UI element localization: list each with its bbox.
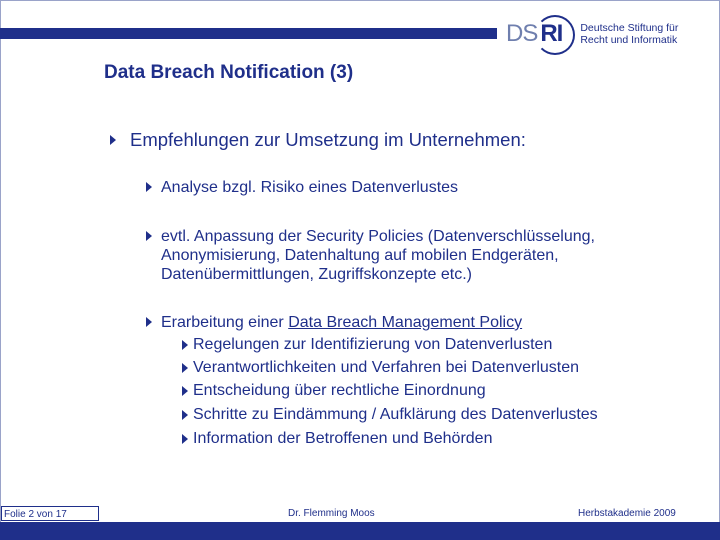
sub-bullet-text [161, 313, 522, 332]
sub-sub-bullet [182, 336, 552, 354]
sub-sub-bullet-text: Information der Betroffenen und Behörden [193, 430, 493, 447]
logo-ri: RI [537, 20, 566, 48]
main-bullet [110, 129, 526, 151]
bullet-arrow-icon [110, 135, 116, 145]
bullet-arrow-icon [146, 231, 152, 241]
footer-event: Herbstakademie 2009 [578, 508, 676, 519]
logo-line-1: Deutsche Stiftung für [580, 22, 679, 34]
sub-bullet [146, 227, 666, 284]
header-bar [0, 28, 497, 39]
logo-mark [506, 20, 566, 48]
logo-text [580, 22, 678, 46]
bullet-arrow-icon [146, 317, 152, 327]
sub-sub-bullet [182, 359, 579, 377]
slide-title: Data Breach Notification (3) [104, 62, 354, 83]
sub-bullet [146, 178, 458, 197]
bullet-arrow-icon [182, 410, 188, 420]
sub-sub-bullet-text: Regelungen zur Identifizierung von Datenverlusten [193, 336, 553, 353]
policy-link[interactable]: Data Breach Management Policy [288, 314, 523, 331]
sub-sub-bullet-text: Schritte zu Eindämmung / Aufklärung des Datenverlustes [193, 406, 598, 423]
dsri-logo [506, 14, 678, 54]
footer-author: Dr. Flemming Moos [288, 508, 375, 519]
sub-sub-bullet [182, 406, 598, 424]
sub-sub-bullet-text: Verantwortlichkeiten und Verfahren bei Datenverlusten [193, 359, 580, 376]
slide-number: Folie 2 von 17 [1, 506, 99, 521]
bullet-arrow-icon [182, 386, 188, 396]
sub-bullet-lead: Erarbeitung einer [161, 314, 284, 331]
bullet-arrow-icon [182, 434, 188, 444]
sub-bullet [146, 313, 522, 332]
sub-bullet-text: Analyse bzgl. Risiko eines Datenverlustes [161, 179, 459, 196]
sub-sub-bullet [182, 430, 492, 448]
footer-bar [0, 522, 720, 540]
sub-sub-bullet [182, 382, 486, 400]
sub-bullet-text: evtl. Anpassung der Security Policies (Datenverschlüsselung, Anonymisierung, Datenhaltung auf mobilen Endgeräten, Datenübermittlungen, Zugriffskonzepte etc.) [161, 228, 595, 283]
bullet-arrow-icon [182, 340, 188, 350]
logo-ds: DS [506, 20, 538, 47]
bullet-arrow-icon [182, 363, 188, 373]
sub-sub-bullet-text: Entscheidung über rechtliche Einordnung [193, 382, 486, 399]
main-bullet-text: Empfehlungen zur Umsetzung im Unternehmen: [130, 129, 526, 150]
bullet-arrow-icon [146, 182, 152, 192]
logo-line-2: Recht und Informatik [580, 34, 678, 46]
